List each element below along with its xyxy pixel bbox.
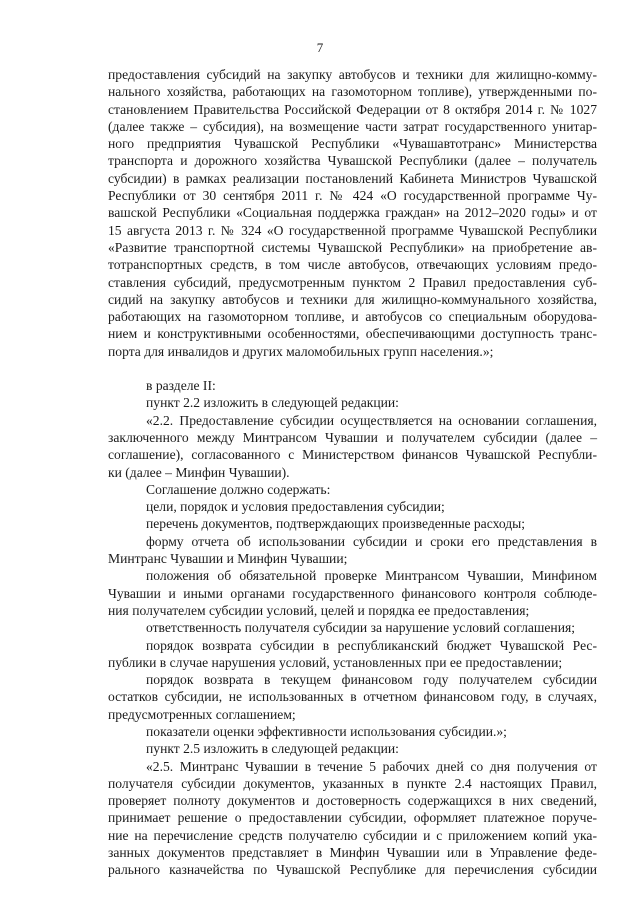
text-line: «Развитие транспортной системы Чувашской Республики» на приобретение ав-: [108, 239, 597, 255]
text-line: порта для инвалидов и других маломобильных групп населения.»;: [108, 343, 494, 359]
text-line: предоставления субсидий на закупку автобусов и техники для жилищно-комму-: [108, 67, 597, 82]
text-line: становлением Правительства Российской Федерации от 8 октября 2014 г. № 1027: [108, 101, 597, 117]
text-line: вашской Республики «Социальная поддержка граждан» на 2012–2020 годы» и от: [108, 205, 597, 221]
text-line: в разделе II:: [146, 378, 216, 394]
document-body: [108, 66, 597, 879]
text-line: ния получателем субсидии условий, целей и порядка ее предоставления;: [108, 602, 530, 618]
text-line: Минтранс Чувашии и Минфин Чувашии;: [108, 551, 348, 567]
text-line: предусмотренных соглашением;: [108, 706, 296, 722]
text-line: нием и конструктивными особенностями, обеспечивающими доступность транс-: [108, 326, 597, 342]
text-line: перечень документов, подтверждающих произведенные расходы;: [146, 516, 526, 532]
text-line: заключенного между Минтрансом Чувашии и получателем субсидии (далее –: [108, 429, 597, 445]
text-line: нального хозяйства, работающих на газомоторном топливе), утвержденными по-: [108, 84, 597, 100]
text-line: ки (далее – Минфин Чувашии).: [108, 464, 290, 480]
text-line: «2.5. Минтранс Чувашии в течение 5 рабочих дней со дня получения от: [146, 758, 597, 774]
text-line: проверяет полноту документов и достоверность содержащихся в них сведений,: [108, 793, 597, 809]
text-line: 15 августа 2013 г. № 324 «О государственной программе Чувашской Республики: [108, 222, 597, 238]
text-line: пункт 2.5 изложить в следующей редакции:: [146, 741, 399, 757]
page-number: 7: [316, 40, 324, 55]
text-line: пункт 2.2 изложить в следующей редакции:: [146, 395, 399, 411]
text-line: положения об обязательной проверке Минтрансом Чувашии, Минфином: [146, 568, 597, 584]
text-line: (далее также – субсидия), на возмещение части затрат государственного унитар-: [108, 118, 597, 134]
text-line: сидий на закупку автобусов и техники для жилищно-коммунального хозяйства,: [108, 291, 597, 307]
text-line: принимает решение о предоставлении субсидии, оформляет платежное поруче-: [108, 810, 597, 826]
text-line: публики в случае нарушения условий, установленных при ее предоставлении;: [108, 654, 563, 670]
text-line: ного предприятия Чувашской Республики «Чувашавтотранс» Министерства: [108, 136, 597, 152]
text-line: порядок возврата субсидии в республиканский бюджет Чувашской Рес-: [146, 637, 597, 653]
text-line: цели, порядок и условия предоставления субсидии;: [146, 499, 445, 515]
text-line: занных документов представляет в Минфин Чувашии или в Управление феде-: [108, 845, 597, 861]
text-line: показатели оценки эффективности использования субсидии.»;: [146, 723, 507, 739]
text-line: «2.2. Предоставление субсидии осуществляется на основании соглашения,: [146, 412, 597, 428]
text-line: соглашение), согласованного с Министерством финансов Чувашской Республи-: [108, 447, 597, 463]
text-line: получателя субсидии документов, указанных в пункте 2.4 настоящих Правил,: [108, 775, 597, 791]
text-line: тотранспортных средств, в том числе автобусов, отвечающих условиям предо-: [108, 257, 597, 273]
text-line: Чувашии и иными органами государственного финансового контроля соблюде-: [108, 585, 597, 601]
text-line: порядок возврата в текущем финансовом году получателем субсидии: [146, 672, 597, 688]
text-line: Республики от 30 сентября 2011 г. № 424 «О государственной программе Чу-: [108, 188, 597, 204]
text-line: остатков субсидии, не использованных в отчетном финансовом году, в случаях,: [108, 689, 597, 705]
text-line: транспорта и дорожного хозяйства Чувашской Республики (далее – получатель: [108, 153, 597, 169]
text-line: форму отчета об использовании субсидии и сроки его представления в: [146, 533, 597, 549]
text-line: Соглашение должно содержать:: [146, 481, 331, 497]
text-line: работающих на газомоторном топливе, и автобусов со специальным оборудова-: [108, 309, 597, 325]
text-line: ставления субсидий, предусмотренным пунктом 2 Правил предоставления суб-: [108, 274, 597, 290]
text-line: субсидии) в рамках реализации постановлений Кабинета Министров Чувашской: [108, 170, 597, 186]
text-line: рального казначейства по Чувашской Республике для перечисления субсидии: [108, 862, 597, 878]
paragraph-gap: [108, 360, 597, 377]
text-line: ние на перечисление средств получателю субсидии и с приложением копий ука-: [108, 827, 597, 843]
text-line: ответственность получателя субсидии за нарушение условий соглашения;: [146, 620, 575, 636]
